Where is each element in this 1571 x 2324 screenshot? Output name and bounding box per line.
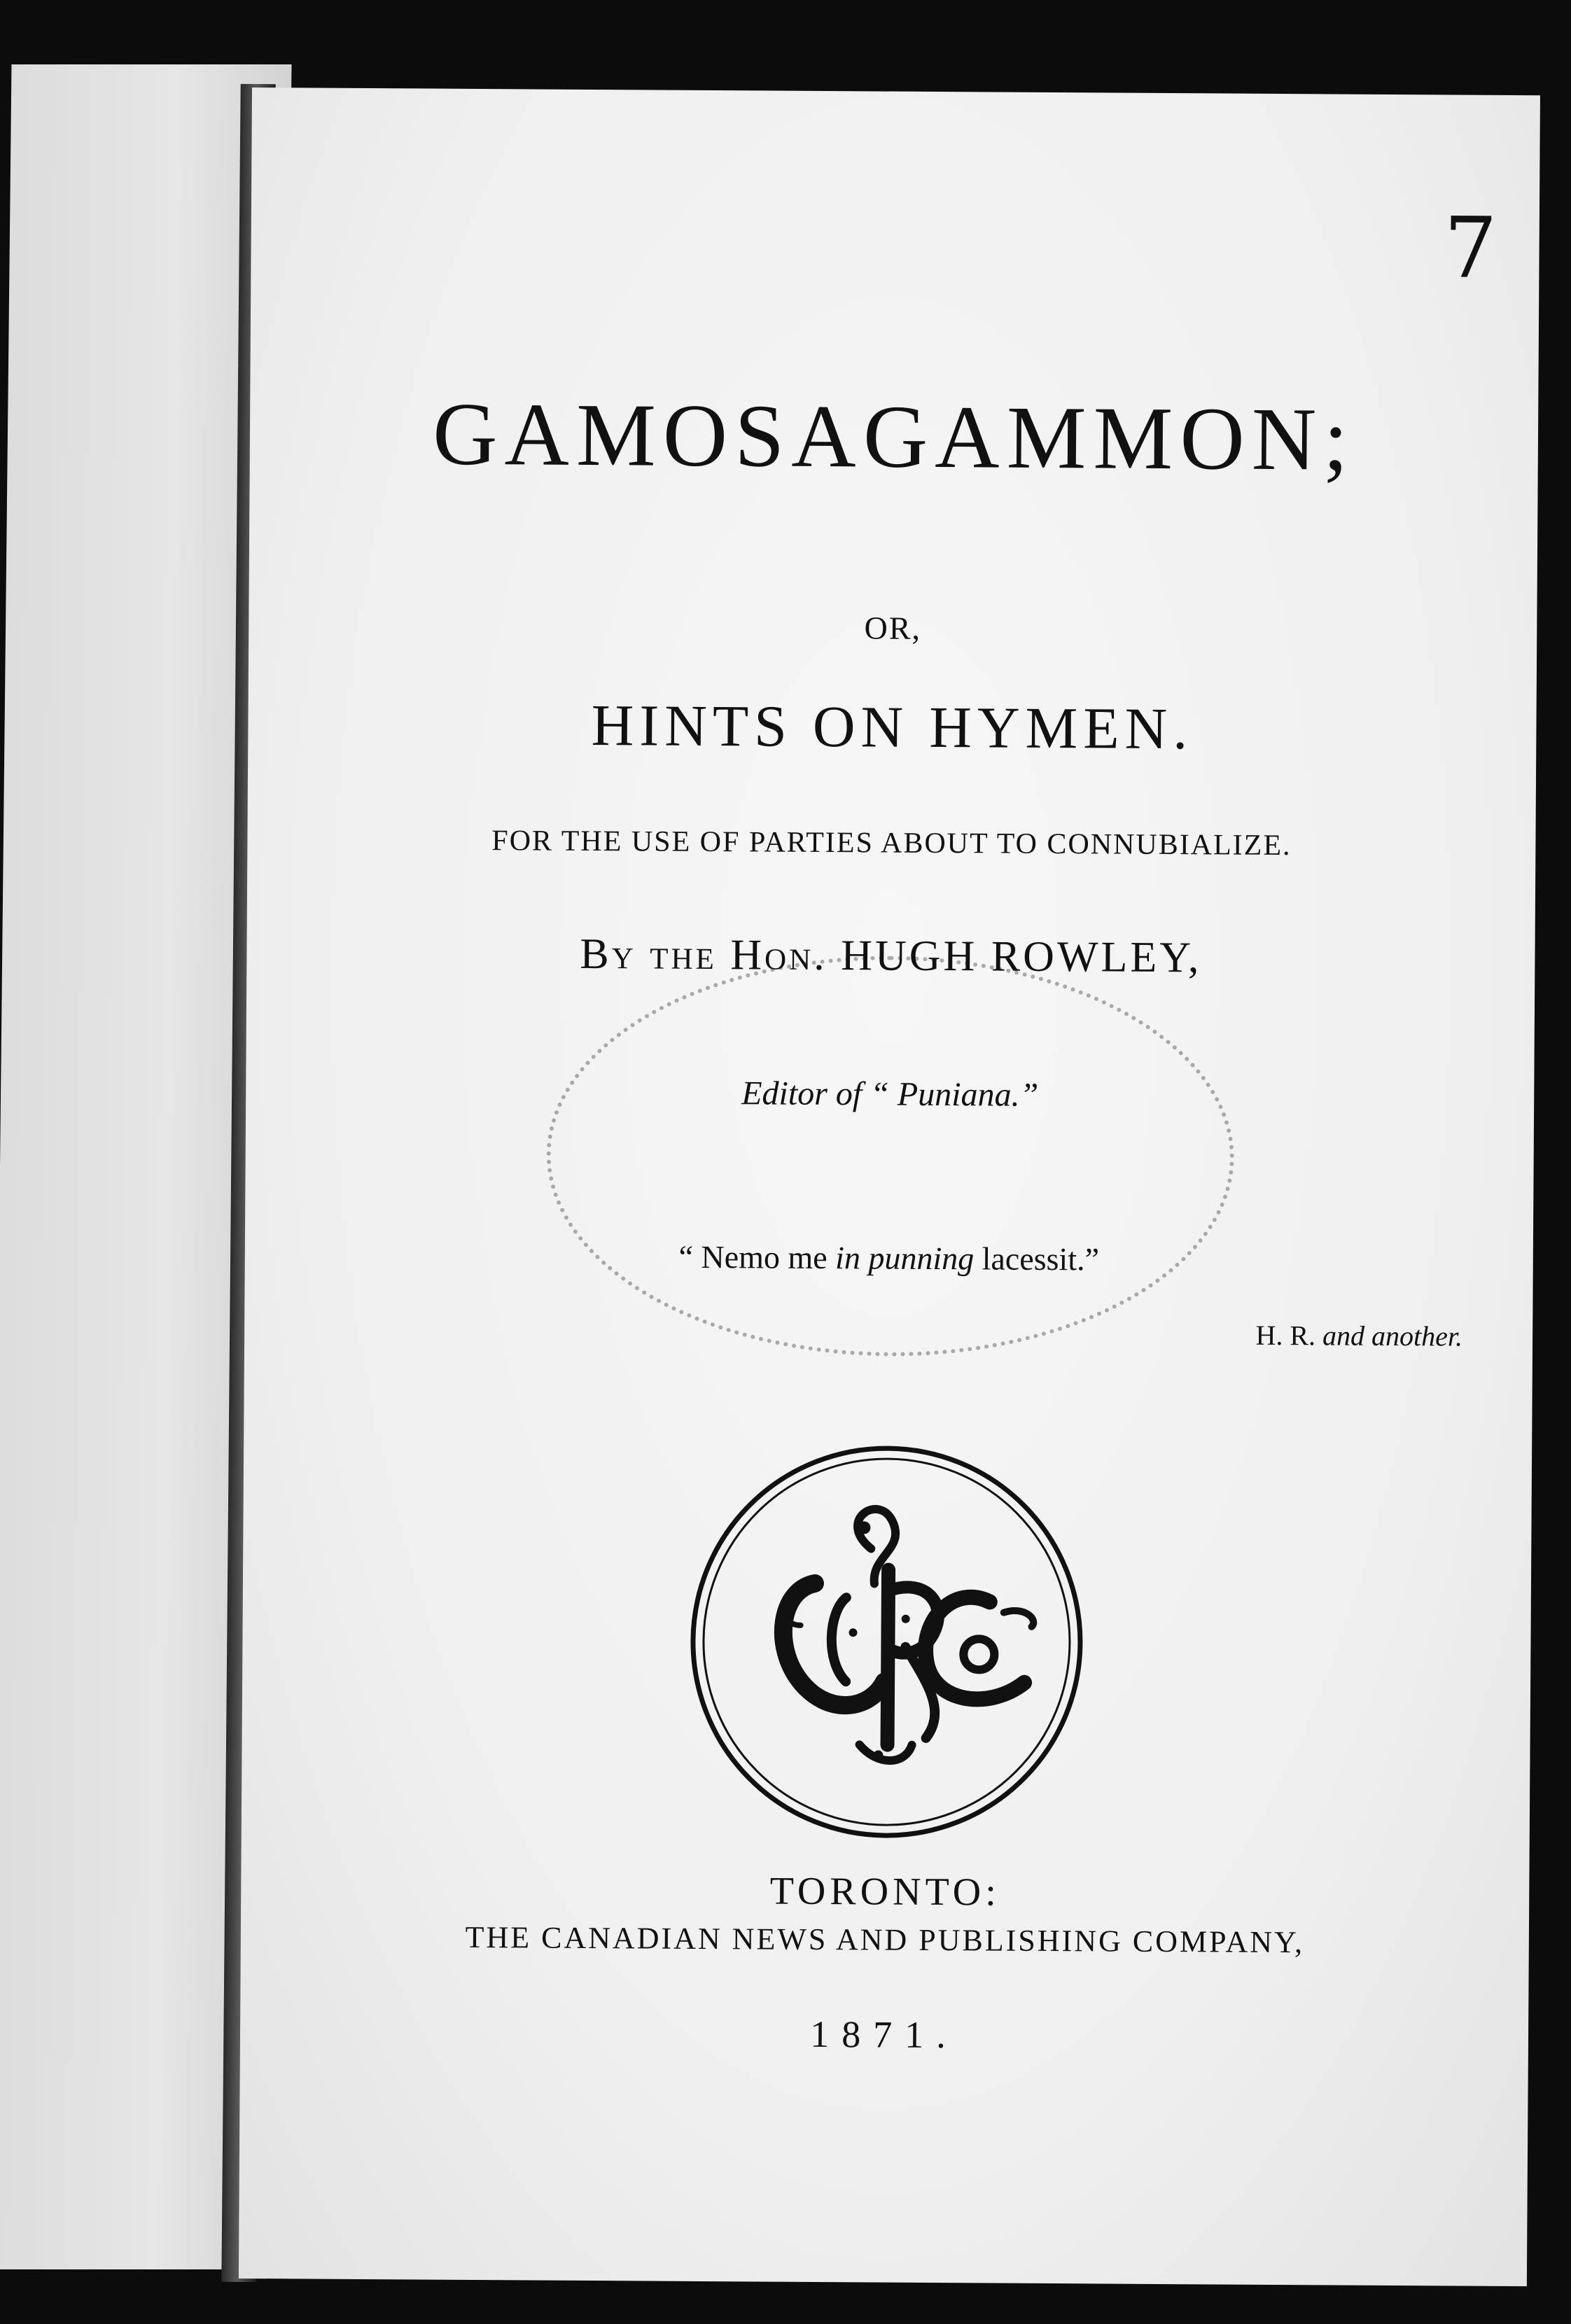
publisher-device-icon <box>690 1445 1084 1839</box>
author-byline: By the Hon. HUGH ROWLEY, <box>580 930 1202 982</box>
author-credit: Editor of “ Puniana.” <box>741 1074 1039 1114</box>
book-title: GAMOSAGAMMON; <box>432 384 1356 489</box>
book-subtitle: HINTS ON HYMEN. <box>591 692 1194 762</box>
epigraph-attribution <box>1255 1319 1462 1353</box>
imprint-publisher: THE CANADIAN NEWS AND PUBLISHING COMPANY, <box>465 1919 1305 1960</box>
monogram-icon <box>694 1450 1079 1834</box>
library-stamp <box>545 954 1235 1359</box>
epigraph-open: “ Nemo me <box>678 1238 836 1276</box>
attribution-italic: and another. <box>1322 1320 1463 1352</box>
epigraph-close: lacessit.” <box>974 1240 1100 1278</box>
title-page <box>239 88 1540 2286</box>
epigraph <box>245 1236 1533 1280</box>
title-connector: OR, <box>864 610 922 646</box>
imprint-year: 1871. <box>810 2012 958 2057</box>
attribution-initials: H. R. <box>1255 1319 1323 1352</box>
imprint-place: TORONTO: <box>769 1869 1000 1914</box>
book-purpose: FOR THE USE OF PARTIES ABOUT TO CONNUBIALIZE. <box>491 825 1292 862</box>
epigraph-italic: in punning <box>835 1240 975 1277</box>
margin-page-mark: 7 <box>1443 200 1498 298</box>
